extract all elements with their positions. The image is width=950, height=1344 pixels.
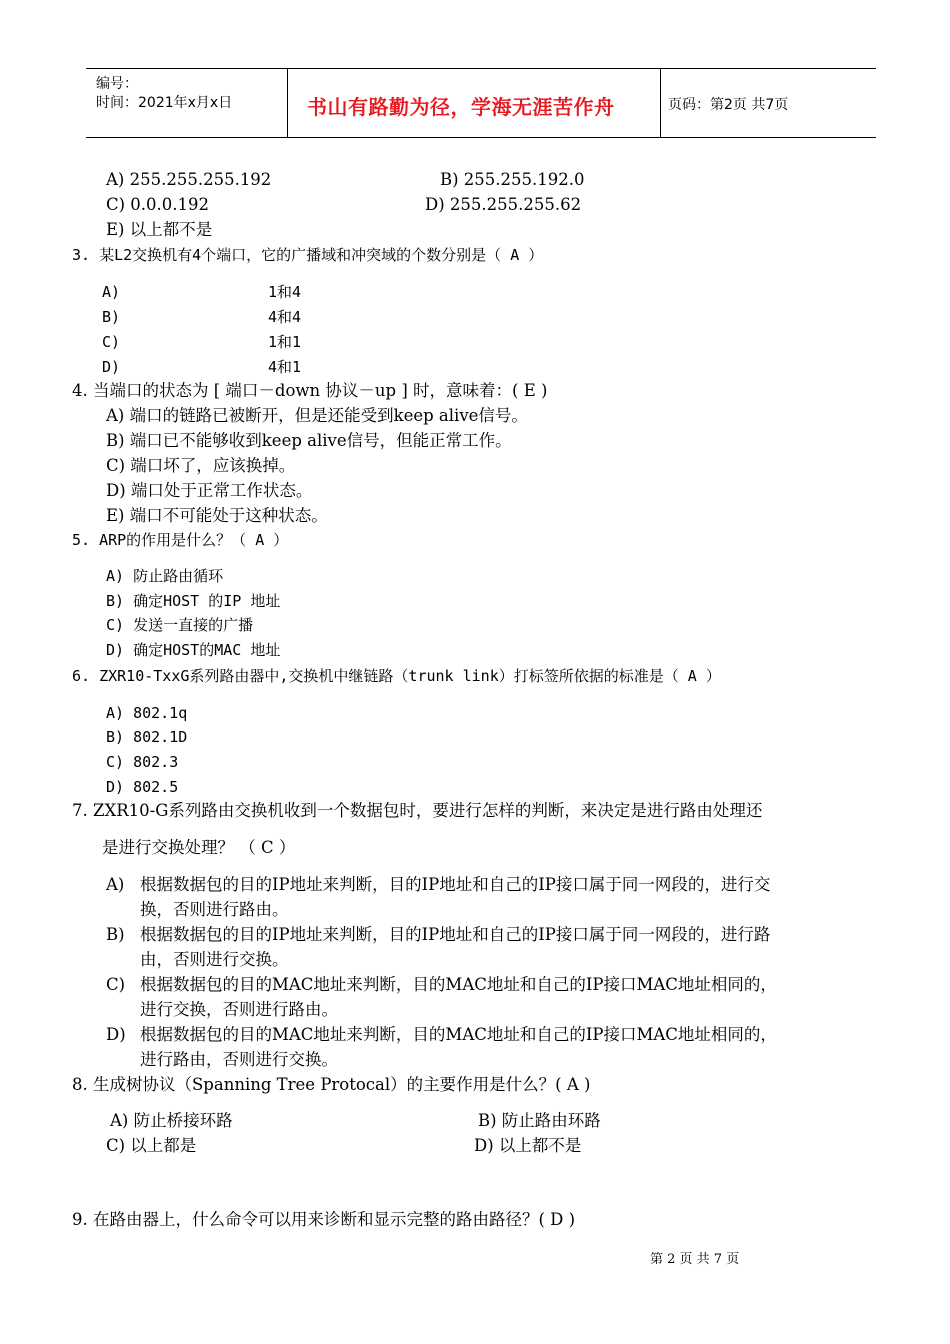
q7-option-line1: 根据数据包的目的MAC地址来判断，目的MAC地址和自己的IP接口MAC地址相同的， bbox=[140, 975, 777, 994]
q4-stem: 4. 当端口的状态为 [ 端口－down 协议－up ] 时，意味着：( E ) bbox=[72, 381, 548, 400]
q5-option: B) 确定HOST 的IP 地址 bbox=[106, 592, 281, 610]
q5-option: D) 确定HOST的MAC 地址 bbox=[106, 641, 281, 659]
header-page-cell bbox=[660, 69, 876, 137]
q9-stem: 9. 在路由器上，什么命令可以用来诊断和显示完整的路由路径？( D ) bbox=[72, 1210, 576, 1229]
q7-stem-line2: 是进行交换处理？ （ C ） bbox=[102, 838, 296, 857]
q3-option-label: B) bbox=[102, 308, 121, 326]
q6-option: A) 802.1q bbox=[106, 704, 188, 722]
q8-stem: 8. 生成树协议（Spanning Tree Protocal）的主要作用是什么？( A ) bbox=[72, 1075, 591, 1094]
q7-option-label: C) bbox=[106, 975, 126, 994]
q7-option-line1: 根据数据包的目的IP地址来判断，目的IP地址和自己的IP接口属于同一网段的，进行路 bbox=[140, 925, 771, 944]
q3-option-value: 1和4 bbox=[268, 283, 302, 301]
q6-stem: 6. ZXR10-TxxG系列路由器中,交换机中继链路（trunk link）打标签所依据的标准是（ A ） bbox=[72, 667, 721, 685]
header-motto-cell bbox=[287, 69, 661, 137]
q2-option-e: E) 以上都不是 bbox=[106, 220, 213, 239]
document-number-label: 编号： bbox=[96, 76, 138, 92]
q7-option-line2: 换，否则进行路由。 bbox=[140, 900, 289, 919]
q2-option-a: A) 255.255.255.192 bbox=[106, 170, 272, 189]
q6-option: C) 802.3 bbox=[106, 753, 179, 771]
q8-option-c: C) 以上都是 bbox=[106, 1136, 197, 1155]
q4-option: C) 端口坏了，应该换掉。 bbox=[106, 456, 296, 475]
q8-option-a: A) 防止桥接环路 bbox=[110, 1111, 233, 1130]
page-footer: 第 2 页 共 7 页 bbox=[650, 1252, 740, 1267]
q8-option-b: B) 防止路由环路 bbox=[478, 1111, 601, 1130]
q7-option-line1: 根据数据包的目的MAC地址来判断，目的MAC地址和自己的IP接口MAC地址相同的， bbox=[140, 1025, 777, 1044]
header-info-cell bbox=[86, 69, 288, 137]
q7-option-label: A) bbox=[106, 875, 125, 894]
q3-option-label: C) bbox=[102, 333, 121, 351]
q6-option: D) 802.5 bbox=[106, 778, 179, 796]
q7-stem-line1: 7. ZXR10-G系列路由交换机收到一个数据包时，要进行怎样的判断，来决定是进行路由处理还 bbox=[72, 801, 763, 820]
q7-option-label: B) bbox=[106, 925, 125, 944]
q7-option-line2: 由，否则进行交换。 bbox=[140, 950, 289, 969]
q2-option-d: D) 255.255.255.62 bbox=[425, 195, 582, 214]
q3-option-value: 4和1 bbox=[268, 358, 302, 376]
page-header bbox=[86, 68, 876, 138]
q5-option: A) 防止路由循环 bbox=[106, 567, 224, 585]
document-time-label: 时间：2021年x月x日 bbox=[96, 95, 233, 111]
q4-option: A) 端口的链路已被断开，但是还能受到keep alive信号。 bbox=[106, 406, 528, 425]
q7-option-line2: 进行交换，否则进行路由。 bbox=[140, 1000, 338, 1019]
q4-option: B) 端口已不能够收到keep alive信号，但能正常工作。 bbox=[106, 431, 512, 450]
q3-option-label: D) bbox=[102, 358, 121, 376]
q5-option: C) 发送一直接的广播 bbox=[106, 616, 254, 634]
header-motto: 书山有路勤为径，学海无涯苦作舟 bbox=[307, 95, 615, 119]
q4-option: D) 端口处于正常工作状态。 bbox=[106, 481, 313, 500]
q2-option-c: C) 0.0.0.192 bbox=[106, 195, 210, 214]
q2-option-b: B) 255.255.192.0 bbox=[440, 170, 585, 189]
q7-option-line1: 根据数据包的目的IP地址来判断，目的IP地址和自己的IP接口属于同一网段的，进行交 bbox=[140, 875, 771, 894]
q4-option: E) 端口不可能处于这种状态。 bbox=[106, 506, 328, 525]
q5-stem: 5. ARP的作用是什么？（ A ） bbox=[72, 531, 289, 549]
q3-option-value: 1和1 bbox=[268, 333, 302, 351]
q8-option-d: D) 以上都不是 bbox=[474, 1136, 582, 1155]
q6-option: B) 802.1D bbox=[106, 728, 188, 746]
q3-option-value: 4和4 bbox=[268, 308, 302, 326]
q7-option-label: D) bbox=[106, 1025, 126, 1044]
q3-option-label: A) bbox=[102, 283, 121, 301]
header-page-number: 页码：第2页 共7页 bbox=[668, 97, 789, 113]
q7-option-line2: 进行路由，否则进行交换。 bbox=[140, 1050, 338, 1069]
q3-stem: 3. 某L2交换机有4个端口，它的广播域和冲突域的个数分别是（ A ） bbox=[72, 246, 544, 264]
